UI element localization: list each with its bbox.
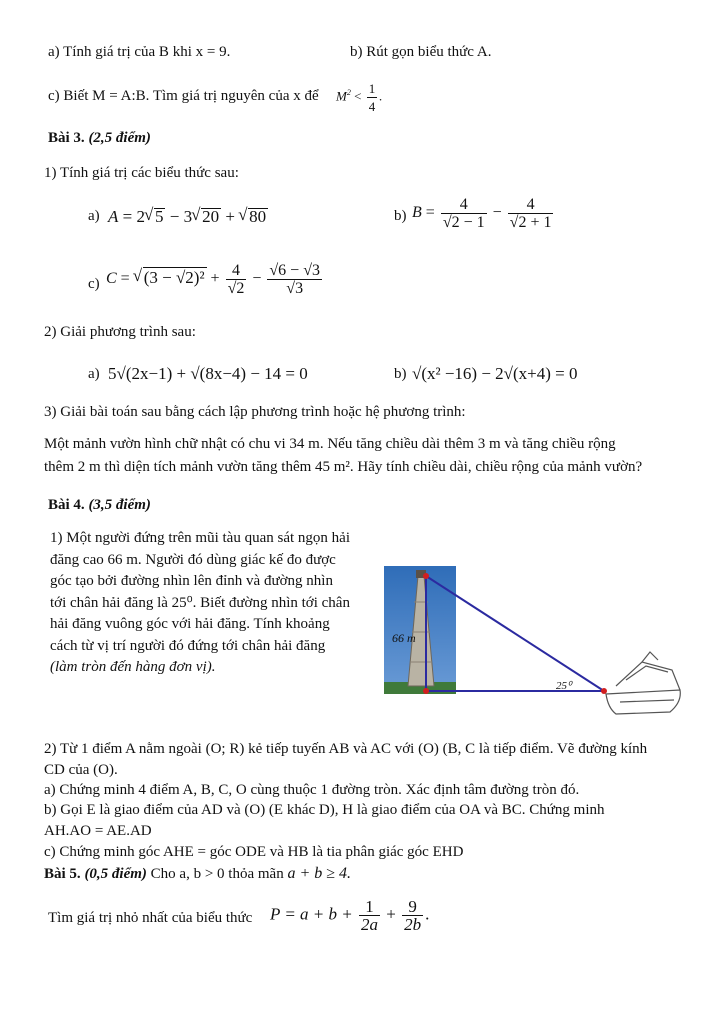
var-a: A (108, 207, 119, 226)
part-1c-text: c) Biết M = A:B. Tìm giá trị nguyên của x để (48, 88, 319, 104)
b3-q3-line1: Một mảnh vườn hình chữ nhật có chu vi 34 m. Nếu tăng chiều dài thêm 3 m và tăng chiều rộng (44, 436, 616, 452)
b3-1a-expr: A = 2√ 5 − 3√ 20 + √ 80 (108, 207, 268, 227)
b4-q2-line2: CD của (O). (44, 762, 118, 778)
b4-q2b-line1: b) Gọi E là giao điểm của AD và (O) (E khác D), H là giao điểm của OA và BC. Chứng minh (44, 802, 605, 818)
var-b: B (412, 204, 422, 222)
b4-q1-line: hải đăng vuông góc với hải đăng. Tính khoảng (50, 616, 330, 632)
frac-num: 4 (526, 196, 535, 213)
bai4-score: (3,5 điểm) (88, 497, 151, 513)
frac-num: 4 (459, 196, 468, 213)
b3-q1: 1) Tính giá trị các biểu thức sau: (44, 165, 239, 181)
m-exponent: 2 (346, 88, 351, 98)
b3-1c-expr: C = √ (3 − √2)² + $\frac{4}{√2}$ − $\frac{√6 - √3}{√3}$ (106, 262, 324, 297)
b4-q2a: a) Chứng minh 4 điểm A, B, C, O cùng thuộc 1 đường tròn. Xác định tâm đường tròn đó. (44, 782, 580, 798)
expr-p: P = a + b + (270, 904, 353, 924)
top-point (423, 573, 429, 579)
part-1b-text: b) Rút gọn biểu thức A. (350, 44, 492, 60)
part-1c-math: $M^2$ < $\frac{1}{4}$ . (336, 81, 383, 114)
b3-1a-label: a) (88, 208, 100, 224)
frac-den: 2b (404, 915, 422, 934)
base-point (423, 688, 429, 694)
bai3-score: (2,5 điểm) (88, 130, 151, 146)
b4-q2-line1: 2) Từ 1 điểm A nằm ngoài (O; R) kẻ tiếp tuyến AB và AC với (O) (B, C là tiếp điểm. Vẽ đường kính (44, 741, 648, 757)
b3-q3: 3) Giải bài toán sau bằng cách lập phương trình hoặc hệ phương trình: (44, 404, 466, 420)
frac-num: 9 (408, 897, 417, 916)
bai5-title: Bài 5. (44, 866, 81, 882)
b3-q3-line2: thêm 2 m thì diện tích mảnh vườn tăng thêm 45 m². Hãy tính chiều dài, chiều rộng của mảnh vườn? (44, 459, 643, 475)
bai5-expression: P = a + b + $\frac{1}{2a}$ + $\frac{9}{2b}$ . (270, 897, 430, 934)
observer-point (601, 688, 607, 694)
b4-q1-line: tới chân hải đăng là 25⁰. Biết đường nhìn tới chân (50, 594, 350, 611)
b3-1b-expr: B = $\frac{4}{√2 - 1}$ − $\frac{4}{√2 + 1}$ (412, 196, 552, 231)
bai5-score: (0,5 điểm) (84, 866, 147, 882)
b3-q2: 2) Giải phương trình sau: (44, 324, 196, 340)
bai3-title: Bài 3. (48, 130, 85, 146)
frac-den: 4 (368, 99, 376, 114)
b4-q1-line: (làm tròn đến hàng đơn vị). (50, 659, 216, 675)
bai5-condition: a + b ≥ 4. (287, 865, 352, 882)
root-expr: √ (3 − √2)² (143, 267, 207, 288)
b4-q1-line: cách từ vị trí người đó đứng tới chân hải đăng (50, 637, 326, 654)
b3-2b-label: b) (394, 366, 407, 382)
b3-2a-label: a) (88, 366, 100, 382)
b4-q1-paragraph (50, 528, 365, 679)
b3-1c-label: c) (88, 276, 100, 292)
frac-den: √2 (227, 280, 245, 297)
b3-2b-expr: √(x² −16) − 2√(x+4) = 0 (412, 364, 578, 383)
frac-den: 2a (361, 915, 378, 934)
bai5-heading (44, 865, 351, 883)
less-than: < (354, 88, 362, 104)
b4-q1-line: góc tạo bởi đường nhìn lên đỉnh và đường nhìn (50, 573, 333, 589)
frac-den: √2 + 1 (509, 214, 552, 231)
bai5-text: Cho a, b > 0 thỏa mãn (150, 866, 284, 882)
b4-q1-line: đăng cao 66 m. Người đó dùng giác kế đo được (50, 551, 336, 568)
frac-num: 1 (365, 897, 374, 916)
height-label: 66 m (392, 631, 416, 645)
frac-num: 4 (231, 262, 240, 279)
var-c: C (106, 270, 117, 288)
bai5-question: Tìm giá trị nhỏ nhất của biểu thức (48, 910, 253, 926)
lighthouse-figure (380, 562, 690, 724)
frac-num: 1 (368, 81, 376, 96)
b4-q2b-line2: AH.AO = AE.AD (44, 823, 152, 839)
b3-1b-label: b) (394, 208, 407, 224)
frac-num: √6 − √3 (269, 262, 320, 279)
b4-q1-line: 1) Một người đứng trên mũi tàu quan sát ngọn hải (50, 530, 350, 546)
frac-den: √3 (267, 279, 322, 297)
bai3-heading (48, 130, 151, 147)
boat-drawing (606, 652, 680, 714)
bai4-heading (48, 497, 151, 514)
angle-label: 25⁰ (556, 680, 572, 692)
part-1a-text: a) Tính giá trị của B khi x = 9. (48, 44, 231, 60)
frac-den: √2 − 1 (442, 214, 485, 231)
b4-q2c: c) Chứng minh góc AHE = góc ODE và HB là tia phân giác góc EHD (44, 844, 464, 860)
b3-2a-expr: 5√(2x−1) + √(8x−4) − 14 = 0 (108, 364, 308, 383)
bai4-title: Bài 4. (48, 497, 85, 513)
m-symbol: M (336, 88, 347, 104)
